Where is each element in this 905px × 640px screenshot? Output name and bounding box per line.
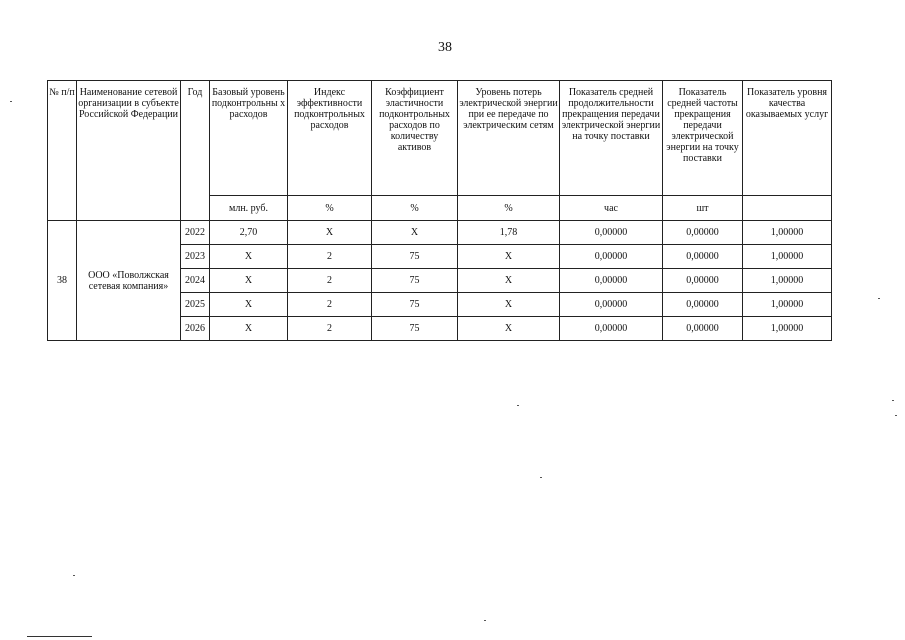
quality-cell: 1,00000 — [743, 245, 832, 269]
index-cell: X — [288, 221, 372, 245]
coef-cell: 75 — [372, 293, 458, 317]
tariff-parameters-table — [47, 80, 832, 341]
index-cell: 2 — [288, 293, 372, 317]
index-cell: 2 — [288, 317, 372, 341]
frequency-cell: 0,00000 — [663, 245, 743, 269]
organization-name: ООО «Поволжская сетевая компания» — [77, 221, 181, 341]
quality-cell: 1,00000 — [743, 293, 832, 317]
unit-cell — [743, 196, 832, 221]
loss-cell: X — [458, 317, 560, 341]
loss-cell: X — [458, 293, 560, 317]
header-number: № п/п — [48, 81, 77, 221]
scan-speck — [892, 400, 894, 401]
year-cell: 2025 — [181, 293, 210, 317]
scan-speck — [878, 298, 880, 299]
duration-cell: 0,00000 — [560, 221, 663, 245]
coef-cell: 75 — [372, 269, 458, 293]
base-cell: 2,70 — [210, 221, 288, 245]
frequency-cell: 0,00000 — [663, 221, 743, 245]
scan-speck — [484, 620, 486, 621]
duration-cell: 0,00000 — [560, 245, 663, 269]
unit-cell: млн. руб. — [210, 196, 288, 221]
index-cell: 2 — [288, 269, 372, 293]
base-cell: X — [210, 269, 288, 293]
unit-cell: % — [458, 196, 560, 221]
loss-cell: 1,78 — [458, 221, 560, 245]
header-quality-level: Показатель уровня качества оказываемых услуг — [743, 81, 832, 196]
header-organization: Наименование сетевой организации в субъекте Российской Федерации — [77, 81, 181, 221]
quality-cell: 1,00000 — [743, 269, 832, 293]
quality-cell: 1,00000 — [743, 221, 832, 245]
year-cell: 2024 — [181, 269, 210, 293]
frequency-cell: 0,00000 — [663, 269, 743, 293]
loss-cell: X — [458, 269, 560, 293]
scan-speck — [10, 101, 12, 102]
index-cell: 2 — [288, 245, 372, 269]
scan-speck — [517, 405, 519, 406]
unit-cell: % — [372, 196, 458, 221]
coef-cell: 75 — [372, 317, 458, 341]
unit-cell: % — [288, 196, 372, 221]
unit-cell: шт — [663, 196, 743, 221]
header-elasticity-coef: Коэффициент эластичности подконтрольных расходов по количеству активов — [372, 81, 458, 196]
unit-cell: час — [560, 196, 663, 221]
row-number: 38 — [48, 221, 77, 341]
page-number: 38 — [438, 40, 452, 55]
year-cell: 2023 — [181, 245, 210, 269]
footnote-rule — [27, 636, 92, 637]
year-cell: 2026 — [181, 317, 210, 341]
duration-cell: 0,00000 — [560, 269, 663, 293]
frequency-cell: 0,00000 — [663, 317, 743, 341]
header-efficiency-index: Индекс эффективности подконтрольных расходов — [288, 81, 372, 196]
base-cell: X — [210, 245, 288, 269]
table-row — [48, 221, 832, 245]
coef-cell: 75 — [372, 245, 458, 269]
header-avg-frequency: Показатель средней частоты прекращения передачи электрической энергии на точку поставки — [663, 81, 743, 196]
scan-speck — [895, 415, 897, 416]
header-year: Год — [181, 81, 210, 221]
header-avg-duration: Показатель средней продолжительности прекращения передачи электрической энергии на точку поставки — [560, 81, 663, 196]
header-row — [48, 81, 832, 196]
year-cell: 2022 — [181, 221, 210, 245]
scan-speck — [73, 575, 75, 576]
quality-cell: 1,00000 — [743, 317, 832, 341]
header-base-level: Базовый уровень подконтрольны х расходов — [210, 81, 288, 196]
header-loss-level: Уровень потерь электрической энергии при ее передаче по электрическим сетям — [458, 81, 560, 196]
coef-cell: X — [372, 221, 458, 245]
frequency-cell: 0,00000 — [663, 293, 743, 317]
loss-cell: X — [458, 245, 560, 269]
duration-cell: 0,00000 — [560, 317, 663, 341]
base-cell: X — [210, 293, 288, 317]
base-cell: X — [210, 317, 288, 341]
duration-cell: 0,00000 — [560, 293, 663, 317]
scan-speck — [540, 477, 542, 478]
